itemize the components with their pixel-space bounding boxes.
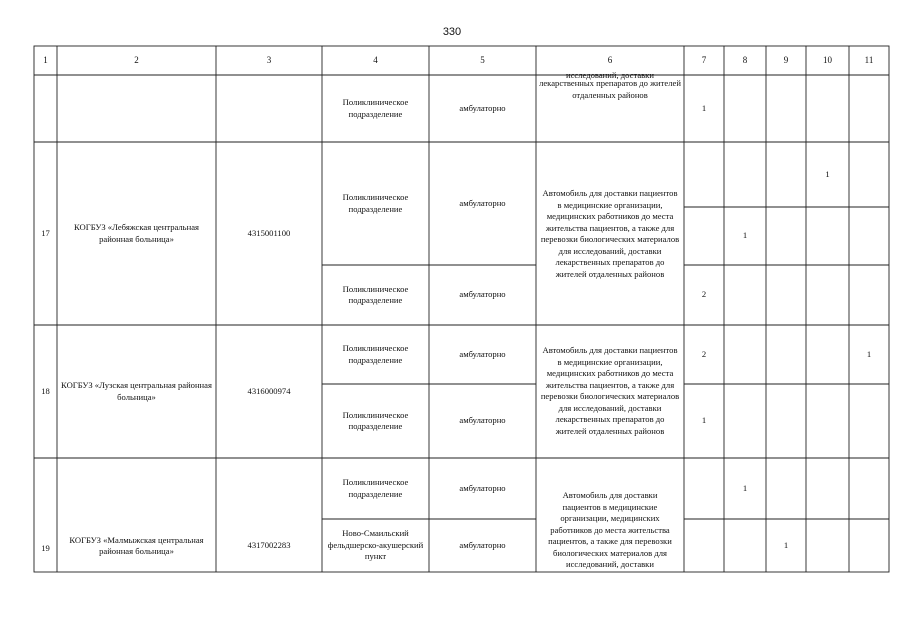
row17-mode-1: амбулаторно xyxy=(459,197,506,208)
header-col-3: 3 xyxy=(266,54,272,65)
row18-org: КОГБУЗ «Лузская центральная районная больница» xyxy=(61,380,212,402)
row19-subdivision-1: Поликлиническое подразделение xyxy=(342,477,409,499)
row19-desc-line-1: Автомобиль для доставки xyxy=(562,490,658,500)
row18-mode-1: амбулаторно xyxy=(459,348,506,359)
header-col-1: 1 xyxy=(43,54,48,65)
header-col-7: 7 xyxy=(701,54,707,65)
header-col-8: 8 xyxy=(742,54,748,65)
row19-code: 4317002283 xyxy=(247,540,291,551)
row17-code: 4315001100 xyxy=(247,227,291,238)
header-col-6: 6 xyxy=(607,54,613,65)
row18-description: Автомобиль для доставки пациентов в медицинские организации, медицинских работников до места жительства пациентов, а также для перевозки биологических материалов для исследований, доставки лекарственных препаратов до жителей отдаленных районов xyxy=(540,345,680,436)
row19-desc-line-4: работников до места жительства xyxy=(550,524,670,535)
header-col-10: 10 xyxy=(823,54,832,65)
page-number: 330 xyxy=(442,26,462,38)
row18-subdivision-1: Поликлиническое подразделение xyxy=(342,343,409,365)
cont-desc-clipped-line: исследований, доставки xyxy=(566,70,654,80)
row18-col7-b: 1 xyxy=(701,415,707,426)
row19-description xyxy=(537,490,683,571)
header-col-9: 9 xyxy=(783,54,789,65)
cont-mode: амбулаторно xyxy=(459,102,506,113)
row17-col7: 2 xyxy=(701,289,707,300)
row19-col8: 1 xyxy=(742,482,748,493)
header-col-2: 2 xyxy=(134,54,139,65)
row18-col11: 1 xyxy=(866,348,872,359)
row17-mode-2: амбулаторно xyxy=(459,289,506,300)
row17-description: Автомобиль для доставки пациентов в медицинские организации, медицинских работников до места жительства пациентов, а также для перевозки биологических материалов для исследований, доставки лекарственных препаратов до жителей отдаленных районов xyxy=(540,188,680,279)
row19-col9: 1 xyxy=(783,539,789,550)
row19-desc-line-6: биологических материалов для xyxy=(553,547,667,558)
row19-org: КОГБУЗ «Малмыжская центральная районная больница» xyxy=(69,534,204,556)
row17-col8: 1 xyxy=(742,230,748,241)
row17-number: 17 xyxy=(41,227,50,238)
row19-desc-line-5: пациентов, а также для перевозки xyxy=(548,536,672,546)
row19-desc-line-3: организации, медицинских xyxy=(560,513,660,523)
row19-desc-line-2: пациентов в медицинские xyxy=(562,501,658,512)
cont-desc: лекарственных препаратов до жителей отдаленных районов xyxy=(539,78,681,100)
cont-subdivision: Поликлиническое подразделение xyxy=(342,97,409,119)
row17-subdivision-2: Поликлиническое подразделение xyxy=(342,283,409,305)
row19-mode-2: амбулаторно xyxy=(459,539,506,550)
header-col-4: 4 xyxy=(373,54,378,65)
row18-code: 4316000974 xyxy=(247,385,291,396)
row19-number: 19 xyxy=(41,542,50,553)
row18-mode-2: амбулаторно xyxy=(459,415,506,426)
header-col-11: 11 xyxy=(864,54,874,65)
row19-desc-line-7: исследований, доставки xyxy=(566,559,654,569)
header-col-5: 5 xyxy=(480,54,485,65)
row17-col10: 1 xyxy=(825,168,830,179)
cont-col7: 1 xyxy=(701,102,707,113)
row19-subdivision-2: Ново-Смаильский фельдшерско-акушерский пункт xyxy=(327,528,424,562)
row17-org: КОГБУЗ «Лебяжская центральная районная больница» xyxy=(74,222,199,244)
row18-subdivision-2: Поликлиническое подразделение xyxy=(342,409,409,431)
row18-number: 18 xyxy=(41,385,50,396)
row17-subdivision-1: Поликлиническое подразделение xyxy=(342,192,409,214)
row18-col7-a: 2 xyxy=(701,348,707,359)
row19-mode-1: амбулаторно xyxy=(459,482,506,493)
